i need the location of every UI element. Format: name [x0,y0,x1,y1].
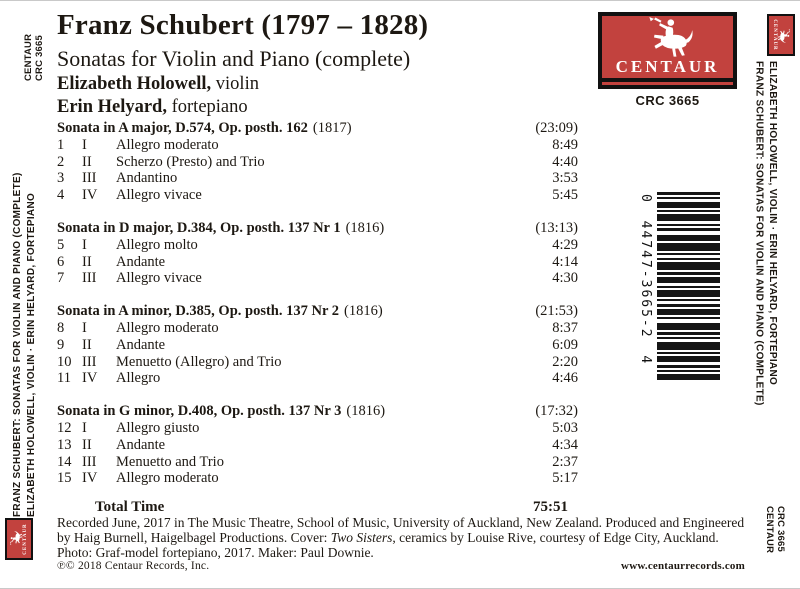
barcode-number: 0 44747-3665-2 4 [638,194,653,366]
sonata-year: (1816) [344,303,383,320]
track-duration: 4:40 [552,153,578,170]
track-number: 11 [57,370,71,387]
barcode-bar [657,290,720,297]
barcode-bar [657,210,720,212]
track-number: 15 [57,470,72,487]
barcode-bar [657,374,720,380]
track-row [57,437,578,454]
track-duration: 4:14 [552,253,578,270]
movement-title: Allegro vivace [116,187,202,204]
track-row [57,187,578,204]
movement-title: Allegro moderato [116,319,219,336]
movement-title: Allegro giusto [116,419,200,436]
barcode-bar [657,365,720,368]
track-duration: 3:53 [552,170,578,187]
track-row [57,370,578,387]
composer-title: Franz Schubert (1797 – 1828) [57,9,429,41]
track-number: 9 [57,336,65,353]
barcode-bar [657,202,720,208]
barcode-bar [657,258,720,260]
barcode-bar [657,299,720,301]
movement-numeral: III [82,453,97,470]
barcode-bar [657,235,720,241]
track-duration: 2:20 [552,353,578,370]
track-number: 13 [57,436,72,453]
track-number: 5 [57,236,65,253]
track-duration: 5:17 [552,470,578,487]
barcode-bar [657,228,720,231]
spine-title-line: FRANZ SCHUBERT: SONATAS FOR VIOLIN AND PIANO (COMPLETE) [12,172,23,517]
barcode-bar [657,197,720,199]
movement-title: Allegro molto [116,236,198,253]
sonata-tracks [57,237,578,287]
brand-name-label: CENTAUR [23,33,34,81]
centaur-icon [778,22,791,48]
sonata-tracks [57,420,578,487]
movement-title: Allegro moderato [116,136,219,153]
performer-name: Erin Helyard, [57,97,167,117]
centaur-logo [598,12,737,89]
sonata-duration: (17:32) [535,403,578,420]
movement-title: Menuetto (Allegro) and Trio [116,353,282,370]
spine-artist-line: ELIZABETH HOLOWELL, VIOLIN · ERIN HELYARD, FORTEPIANO [25,192,37,517]
sonata-header [57,120,578,137]
centaur-icon [10,526,23,552]
centaur-mini-logo [767,14,795,56]
track-number: 10 [57,353,72,370]
sonata-duration: (21:53) [535,303,578,320]
mini-logo-wordmark: CENTAUR [772,19,778,51]
track-row [57,454,578,471]
movement-numeral: IV [82,470,98,487]
barcode [657,192,720,380]
track-row [57,354,578,371]
sonata-title: Sonata in A major, D.574, Op. posth. 162 [57,120,308,136]
track-row [57,137,578,154]
credits-text: Recorded June, 2017 in The Music Theatre, School of Music, University of Auckland, New Zealand. Produced and Engineered by Haig Burnell, Haigelbagel Productions. Cover: [57,515,745,545]
track-duration: 8:37 [552,319,578,336]
sonata-year: (1816) [345,219,385,236]
track-number: 8 [57,319,65,336]
track-number: 12 [57,419,72,436]
barcode-bar [657,286,720,288]
movement-numeral: I [82,319,87,336]
spine-left [11,87,38,517]
movement-numeral: IV [82,187,98,204]
sonata-header [57,403,578,420]
track-duration: 5:45 [552,187,578,204]
barcode-bar [657,243,720,251]
sonata-tracks [57,137,578,204]
catalog-number-label: CRC 3665 [33,35,45,81]
movement-title: Allegro moderato [116,470,219,487]
track-row [57,320,578,337]
barcode-bar [657,192,720,195]
centaur-icon [623,17,713,59]
movement-numeral: II [82,336,92,353]
sonata-title: Sonata in G minor, D.408, Op. posth. 137 Nr 3 [57,403,342,420]
centaur-mini-logo [5,518,33,560]
corner-catalog-top-left [24,34,45,81]
barcode-bar [657,342,720,350]
movement-title: Menuetto and Trio [116,453,224,470]
performer-role: violin [211,74,259,94]
track-row [57,237,578,254]
sonata-header [57,303,578,320]
movement-numeral: I [82,136,87,153]
movement-numeral: IV [82,370,98,387]
track-row [57,270,578,287]
movement-numeral: I [82,419,87,436]
barcode-bar [657,304,720,307]
movement-numeral: III [82,353,97,370]
sonata-section [57,120,578,204]
movement-numeral: III [82,170,97,187]
track-list [57,120,578,503]
track-number: 6 [57,253,65,270]
total-time-value: 75:51 [533,499,568,515]
cover-artwork-title: Two Sisters [330,529,393,545]
brand-name-label: CENTAUR [764,506,775,554]
sonata-section [57,303,578,387]
track-duration: 6:09 [552,336,578,353]
track-number: 14 [57,453,72,470]
track-duration: 4:30 [552,270,578,287]
track-number: 3 [57,170,65,187]
movement-title: Andantino [116,170,178,187]
barcode-bar [657,262,720,270]
sonata-title: Sonata in A minor, D.385, Op. posth. 137 Nr 2 [57,303,340,320]
track-row [57,470,578,487]
credits-paragraph [57,516,747,560]
track-number: 2 [57,153,65,170]
barcode-bar [657,317,720,319]
logo-bottom-strip [602,78,733,82]
track-number: 4 [57,187,65,204]
spine-title-line: FRANZ SCHUBERT: SONATAS FOR VIOLIN AND PIANO (COMPLETE) [753,61,765,406]
track-number: 1 [57,136,65,153]
barcode-bar [657,323,720,330]
movement-title: Allegro vivace [116,270,202,287]
sonata-section [57,220,578,287]
label-website: www.centaurrecords.com [621,560,745,572]
sonata-header [57,220,578,237]
sonata-tracks [57,320,578,387]
sonata-year: (1816) [346,403,386,420]
barcode-bar [657,332,720,335]
performer-name: Elizabeth Holowell, [57,74,212,94]
corner-catalog-bottom-right [764,506,786,589]
sonata-section [57,403,578,487]
barcode-bar [657,214,720,221]
bottom-row [57,560,745,572]
album-header [57,7,428,118]
movement-numeral: I [82,236,87,253]
barcode-bar [657,356,720,362]
movement-title: Andante [116,436,166,453]
total-time-row [57,498,578,516]
barcode-bar [657,337,720,339]
track-duration: 2:37 [552,453,578,470]
barcode-bar [657,224,720,226]
spine-artist-line: ELIZABETH HOLOWELL, VIOLIN · ERIN HELYARD, FORTEPIANO [767,61,778,386]
barcode-bar [657,352,720,354]
barcode-bar [657,277,720,283]
track-duration: 5:03 [552,419,578,436]
sonata-year: (1817) [312,120,352,136]
spine-right [752,61,779,501]
barcode-bar [657,253,720,255]
movement-title: Andante [116,336,166,353]
barcode-bar [657,370,720,372]
movement-numeral: III [82,270,97,287]
performer-role: fortepiano [166,97,248,117]
track-row [57,337,578,354]
logo-wordmark: CENTAUR [615,57,720,76]
sonata-title: Sonata in D major, D.384, Op. posth. 137 Nr 1 [57,219,341,236]
track-row [57,420,578,437]
track-row [57,254,578,271]
movement-numeral: II [82,153,92,170]
track-duration: 8:49 [552,136,578,153]
movement-numeral: II [82,436,92,453]
mini-logo-wordmark: CENTAUR [22,523,28,555]
movement-numeral: II [82,253,92,270]
total-time-label: Total Time [95,499,165,515]
catalog-number: CRC 3665 [635,93,700,108]
track-row [57,154,578,171]
sonata-duration: (13:13) [535,219,578,236]
barcode-bar [657,309,720,315]
catalog-number-label: CRC 3665 [775,506,786,552]
track-number: 7 [57,270,65,287]
performer-line [57,96,428,118]
barcode-bar [657,272,720,275]
movement-title: Andante [116,253,166,270]
sonata-duration: (23:09) [535,120,578,136]
track-duration: 4:34 [552,436,578,453]
movement-title: Scherzo (Presto) and Trio [116,153,265,170]
album-subtitle: Sonatas for Violin and Piano (complete) [57,46,411,71]
movement-title: Allegro [116,370,161,387]
track-duration: 4:46 [552,370,578,387]
credits-text: , ceramics by Louise Rive, courtesy of Edge City, Auckland. Photo: Graf-model fortepiano, 2017. Maker: Paul Downie. [57,529,719,560]
track-duration: 4:29 [552,236,578,253]
track-row [57,170,578,187]
performer-line [57,73,428,95]
copyright-notice: ℗© 2018 Centaur Records, Inc. [57,560,210,572]
